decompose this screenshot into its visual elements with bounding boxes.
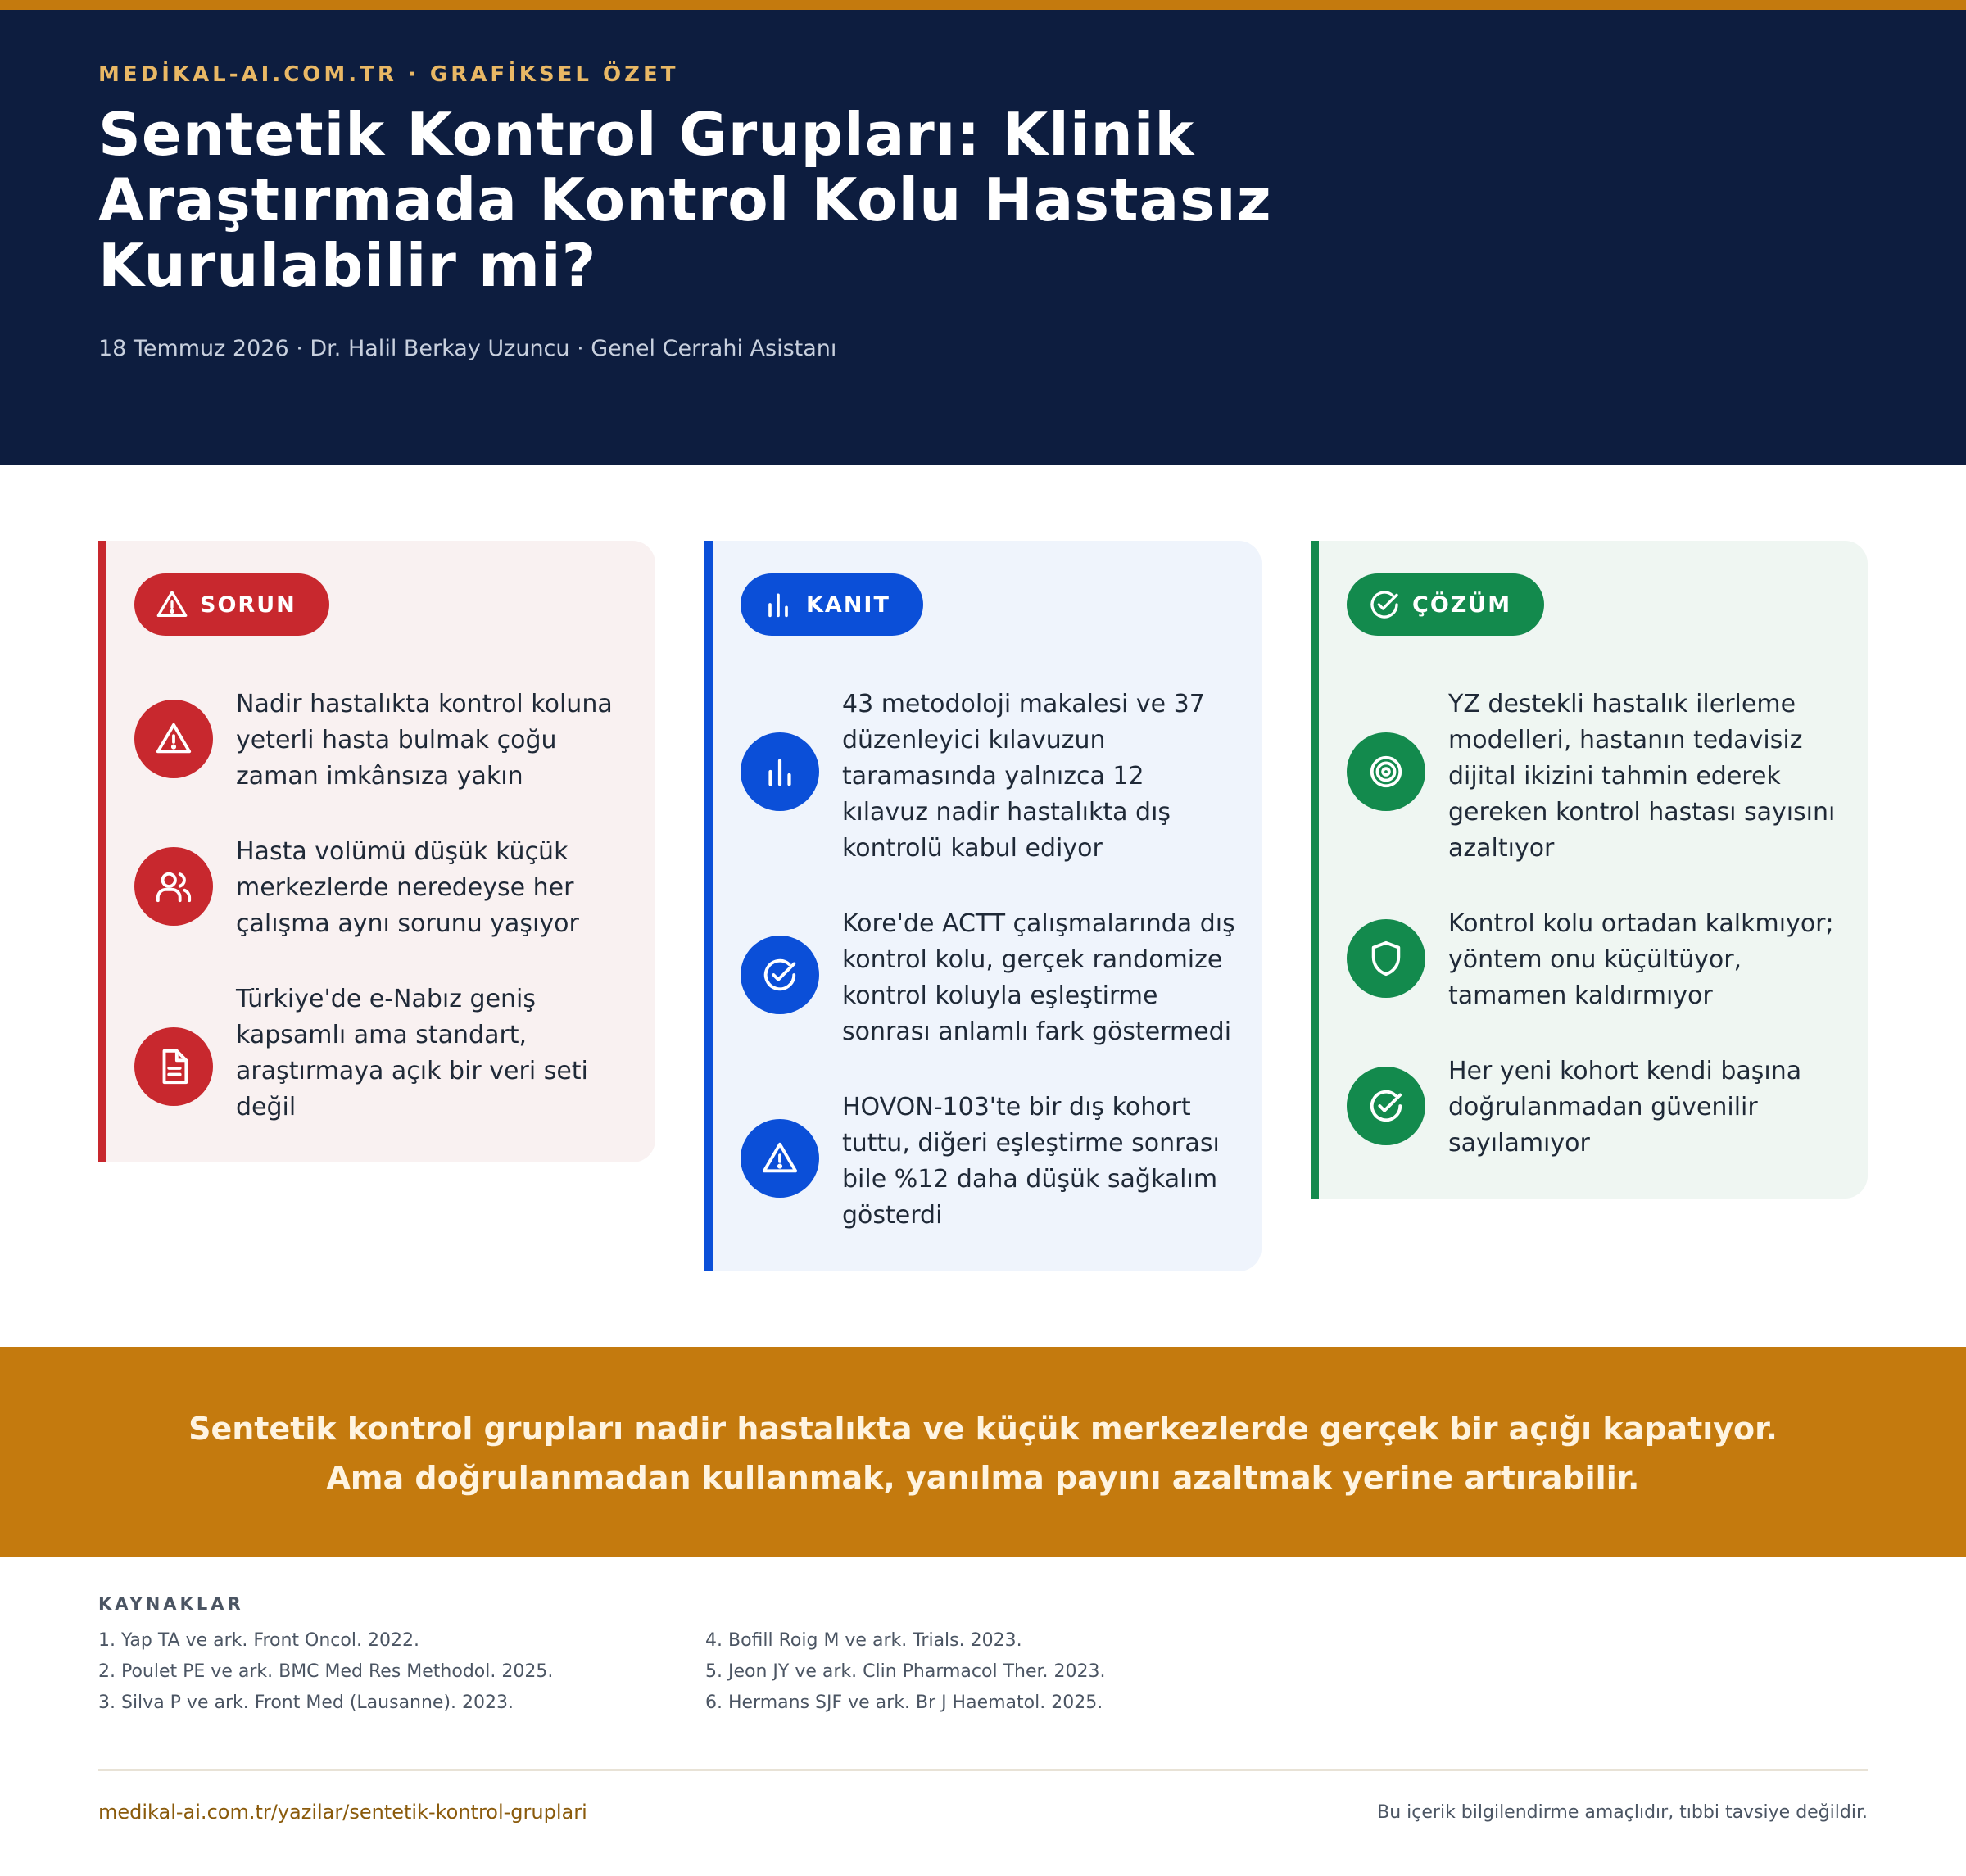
document-icon	[155, 1048, 193, 1085]
target-icon	[1367, 753, 1405, 791]
item-text: Nadir hastalıkta kontrol koluna yeterli hasta bulmak çoğu zaman imkânsıza yakın	[236, 690, 613, 791]
warning-icon	[155, 720, 193, 758]
solution-card	[1311, 541, 1868, 1199]
item-icon-wrap	[134, 700, 213, 778]
users-icon	[155, 868, 193, 905]
problem-card	[98, 541, 655, 1162]
article-link[interactable]: medikal-ai.com.tr/yazilar/sentetik-kontrol-gruplari	[98, 1801, 587, 1824]
item-icon-wrap	[1347, 732, 1425, 811]
solution-card-stripe	[1311, 541, 1319, 1199]
item-text: Kore'de ACTT çalışmalarında dış kontrol kolu, gerçek randomize kontrol koluyla eşleştirme sonrası anlamlı fark göstermedi	[842, 909, 1235, 1046]
item-text: Türkiye'de e-Nabız geniş kapsamlı ama standart, araştırmaya açık bir veri seti değil	[236, 985, 588, 1122]
item-icon-wrap	[1347, 1067, 1425, 1145]
banner-line-2: Ama doğrulanmadan kullanmak, yanılma payını azaltmak yerine artırabilir.	[326, 1460, 1640, 1496]
item-icon-wrap	[741, 1119, 819, 1198]
problem-label: SORUN	[200, 591, 297, 618]
key-message-banner	[0, 1347, 1966, 1557]
solution-pill	[1347, 573, 1544, 636]
source-item: 6. Hermans SJF ve ark. Br J Haematol. 2025.	[705, 1692, 1103, 1713]
banner-line-1: Sentetik kontrol grupları nadir hastalıkta ve küçük merkezlerde gerçek bir açığı kapatıyor.	[188, 1411, 1778, 1447]
title-line-3: Kurulabilir mi?	[98, 231, 597, 300]
check-circle-icon	[1368, 588, 1401, 621]
sources-list-right	[705, 1625, 1105, 1719]
shield-icon	[1367, 940, 1405, 977]
disclaimer: Bu içerik bilgilendirme amaçlıdır, tıbbi tavsiye değildir.	[1377, 1802, 1868, 1823]
bar-chart-icon	[761, 753, 799, 791]
warning-icon	[761, 1140, 799, 1177]
page-title	[98, 102, 1704, 298]
item-icon-wrap	[741, 936, 819, 1014]
item-icon-wrap	[1347, 919, 1425, 998]
item-text: Her yeni kohort kendi başına doğrulanmadan güvenilir sayılamıyor	[1448, 1057, 1802, 1158]
title-line-2: Araştırmada Kontrol Kolu Hastasız	[98, 165, 1272, 234]
source-item: 2. Poulet PE ve ark. BMC Med Res Methodol. 2025.	[98, 1661, 554, 1682]
item-text: Kontrol kolu ortadan kalkmıyor; yöntem onu küçültüyor, tamamen kaldırmıyor	[1448, 909, 1834, 1010]
banner-text	[0, 1404, 1966, 1502]
item-icon-wrap	[741, 732, 819, 811]
byline: 18 Temmuz 2026 · Dr. Halil Berkay Uzuncu · Genel Cerrahi Asistanı	[98, 336, 837, 361]
sources-title: KAYNAKLAR	[98, 1594, 244, 1614]
source-item: 4. Bofill Roig M ve ark. Trials. 2023.	[705, 1630, 1022, 1651]
problem-card-stripe	[98, 541, 106, 1162]
footer-divider	[98, 1769, 1868, 1771]
bar-chart-icon	[762, 588, 795, 621]
item-text: YZ destekli hastalık ilerleme modelleri, hastanın tedavisiz dijital ikizini tahmin ederek gereken kontrol hastası sayısını azaltıyor	[1448, 690, 1836, 863]
evidence-card-stripe	[704, 541, 713, 1271]
warning-icon	[156, 588, 188, 621]
item-text: Hasta volümü düşük küçük merkezlerde neredeyse her çalışma aynı sorunu yaşıyor	[236, 837, 579, 938]
source-item: 3. Silva P ve ark. Front Med (Lausanne). 2023.	[98, 1692, 514, 1713]
problem-pill	[134, 573, 329, 636]
item-text: HOVON-103'te bir dış kohort tuttu, diğeri eşleştirme sonrası bile %12 daha düşük sağkalım gösterdi	[842, 1093, 1220, 1230]
sources-list-left	[98, 1625, 553, 1719]
item-icon-wrap	[134, 847, 213, 926]
source-item: 1. Yap TA ve ark. Front Oncol. 2022.	[98, 1630, 419, 1651]
evidence-pill	[741, 573, 923, 636]
kicker: MEDİKAL-AI.COM.TR · GRAFİKSEL ÖZET	[98, 62, 679, 87]
title-line-1: Sentetik Kontrol Grupları: Klinik	[98, 100, 1195, 169]
item-icon-wrap	[134, 1027, 213, 1106]
header	[0, 10, 1966, 465]
check-circle-icon	[1367, 1087, 1405, 1125]
item-text: 43 metodoloji makalesi ve 37 düzenleyici kılavuzun taramasında yalnızca 12 kılavuz nadir hastalıkta dış kontrolü kabul ediyor	[842, 690, 1205, 863]
top-accent-bar	[0, 0, 1966, 10]
evidence-card	[704, 541, 1262, 1271]
source-item: 5. Jeon JY ve ark. Clin Pharmacol Ther. 2023.	[705, 1661, 1106, 1682]
check-circle-icon	[761, 956, 799, 994]
solution-label: ÇÖZÜM	[1412, 591, 1512, 618]
evidence-label: KANIT	[806, 591, 890, 618]
